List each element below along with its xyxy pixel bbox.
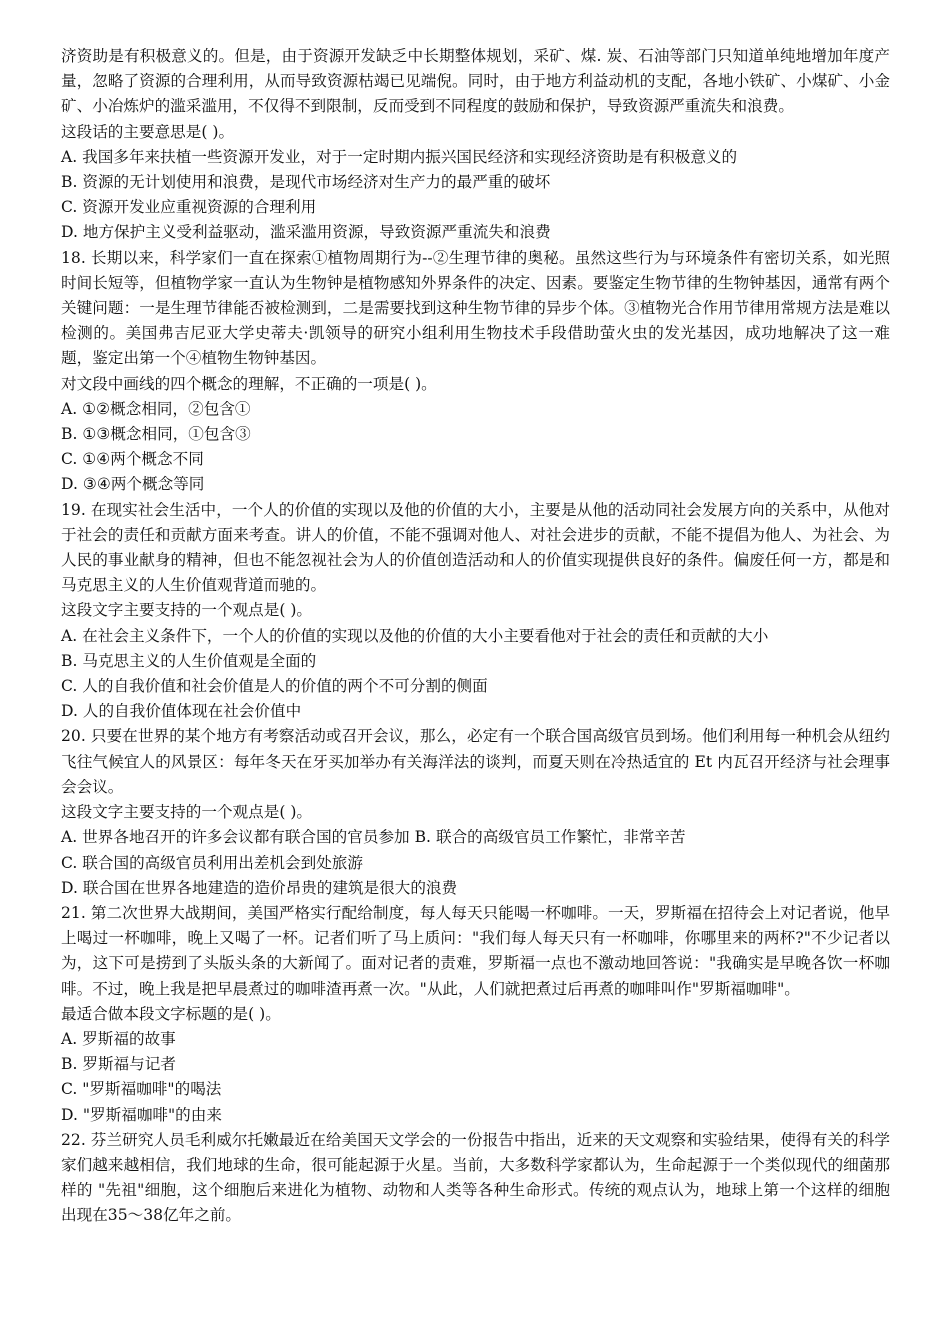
question-18-prompt: 对文段中画线的四个概念的理解，不正确的一项是( )。 — [61, 374, 437, 393]
question-21-option-c: C. "罗斯福咖啡"的喝法 — [61, 1080, 222, 1099]
question-17-prompt: 这段话的主要意思是( )。 — [61, 122, 235, 141]
question-17-option-a: A. 我国多年来扶植一些资源开发业，对于一定时期内振兴国民经济和实现经济资助是有积极意义的 — [61, 147, 738, 166]
paragraph-q18-passage: 18. 长期以来，科学家们一直在探索①植物周期行为--②生理节律的奥秘。虽然这些行为与环境条件有密切关系，如光照时间长短等，但植物学家一直认为生物钟是植物感知外界条件的决定、因素。要鉴定生物节律的生物钟基因，通常有两个关键问题：一是生理节律能否被检测到，二是需要找到这种生物节律的异步个体。③植物光合作用节律用常规方法是难以检测的。美国弗吉尼亚大学史蒂夫·凯领导的研究小组利用生物技术手段借助萤火虫的发光基因，成功地解决了这一难题，鉴定出第一个④植物生物钟基因。 — [61, 248, 890, 368]
question-19-option-d: D. 人的自我价值体现在社会价值中 — [61, 702, 302, 721]
paragraph-q19-passage: 19. 在现实社会生活中，一个人的价值的实现以及他的价值的大小，主要是从他的活动同社会发展方向的关系中，从他对于社会的责任和贡献方面来考查。讲人的价值，不能不强调对他人、对社会进步的贡献，不能不提倡为他人、为社会、为人民的事业献身的精神，但也不能忽视社会为人的价值创造活动和人的价值实现提供良好的条件。偏废任何一方，都是和马克思主义的人生价值观背道而驰的。 — [61, 500, 890, 595]
question-17-option-d: D. 地方保护主义受利益驱动，滥采滥用资源，导致资源严重流失和浪费 — [61, 223, 551, 242]
question-17-option-b: B. 资源的无计划使用和浪费，是现代市场经济对生产力的最严重的破坏 — [61, 173, 551, 192]
question-19-option-b: B. 马克思主义的人生价值观是全面的 — [61, 651, 317, 670]
question-20-prompt: 这段文字主要支持的一个观点是( )。 — [61, 803, 313, 822]
paragraph-q21-passage: 21. 第二次世界大战期间，美国严格实行配给制度，每人每天只能喝一杯咖啡。一天，罗斯福在招待会上对记者说，他早上喝过一杯咖啡，晚上又喝了一杯。记者们听了马上质问："我们每人每天只有一杯咖啡，你哪里来的两杯?"不少记者以为，这下可是捞到了头版头条的大新闻了。面对记者的责难，罗斯福一点也不激动地回答说："我确实是早晚各饮一杯咖啡。不过，晚上我是把早晨煮过的咖啡渣再煮一次。"从此，人们就把煮过后再煮的咖啡叫作"罗斯福咖啡"。 — [61, 903, 890, 998]
question-18-option-a: A. ①②概念相同，②包含① — [61, 399, 251, 418]
paragraph-q22-passage: 22. 芬兰研究人员毛利威尔托嫩最近在给美国天文学会的一份报告中指出，近来的天文观察和实验结果，使得有关的科学家们越来越相信，我们地球的生命，很可能起源于火星。当前，大多数科学家都认为，生命起源于一个类似现代的细菌那样的 "先祖"细胞，这个细胞后来进化为植物、动物和人类等各种生命形式。传统的观点认为，地球上第一个这样的细胞出现在35～38亿年之前。 — [61, 1130, 890, 1225]
question-21-option-a: A. 罗斯福的故事 — [61, 1029, 176, 1048]
question-21-prompt: 最适合做本段文字标题的是( )。 — [61, 1004, 281, 1023]
question-18-option-b: B. ①③概念相同，①包含③ — [61, 425, 251, 444]
question-19-prompt: 这段文字主要支持的一个观点是( )。 — [61, 601, 313, 620]
question-18-option-c: C. ①④两个概念不同 — [61, 450, 204, 469]
question-17-option-c: C. 资源开发业应重视资源的合理利用 — [61, 198, 317, 217]
question-18-option-d: D. ③④两个概念等同 — [61, 475, 205, 494]
question-20-option-c: C. 联合国的高级官员利用出差机会到处旅游 — [61, 853, 363, 872]
paragraph-q20-passage: 20. 只要在世界的某个地方有考察活动或召开会议，那么，必定有一个联合国高级官员到场。他们利用每一种机会从纽约飞往气候宜人的风景区：每年冬天在牙买加举办有关海洋法的谈判，而夏天则在冷热适宜的 Et 内瓦召开经济与社会理事会会议。 — [61, 727, 890, 796]
question-20-option-ab: A. 世界各地召开的许多会议都有联合国的官员参加 B. 联合的高级官员工作繁忙，非常辛苦 — [61, 828, 686, 847]
question-19-option-a: A. 在社会主义条件下，一个人的价值的实现以及他的价值的大小主要看他对于社会的责任和贡献的大小 — [61, 626, 769, 645]
question-20-option-d: D. 联合国在世界各地建造的造价昂贵的建筑是很大的浪费 — [61, 878, 458, 897]
question-21-option-d: D. "罗斯福咖啡"的由来 — [61, 1105, 222, 1124]
question-21-option-b: B. 罗斯福与记者 — [61, 1055, 176, 1074]
question-19-option-c: C. 人的自我价值和社会价值是人的价值的两个不可分割的侧面 — [61, 677, 488, 696]
paragraph-q17-passage: 济资助是有积极意义的。但是，由于资源开发缺乏中长期整体规划，采矿、煤. 炭、石油等部门只知道单纯地增加年度产量，忽略了资源的合理利用，从而导致资源枯竭已见端倪。同时，由于地方利益动机的支配，各地小铁矿、小煤矿、小金矿、小冶炼炉的滥采滥用，不仅得不到限制，反而受到不同程度的鼓励和保护，导致资源严重流失和浪费。 — [61, 47, 890, 116]
